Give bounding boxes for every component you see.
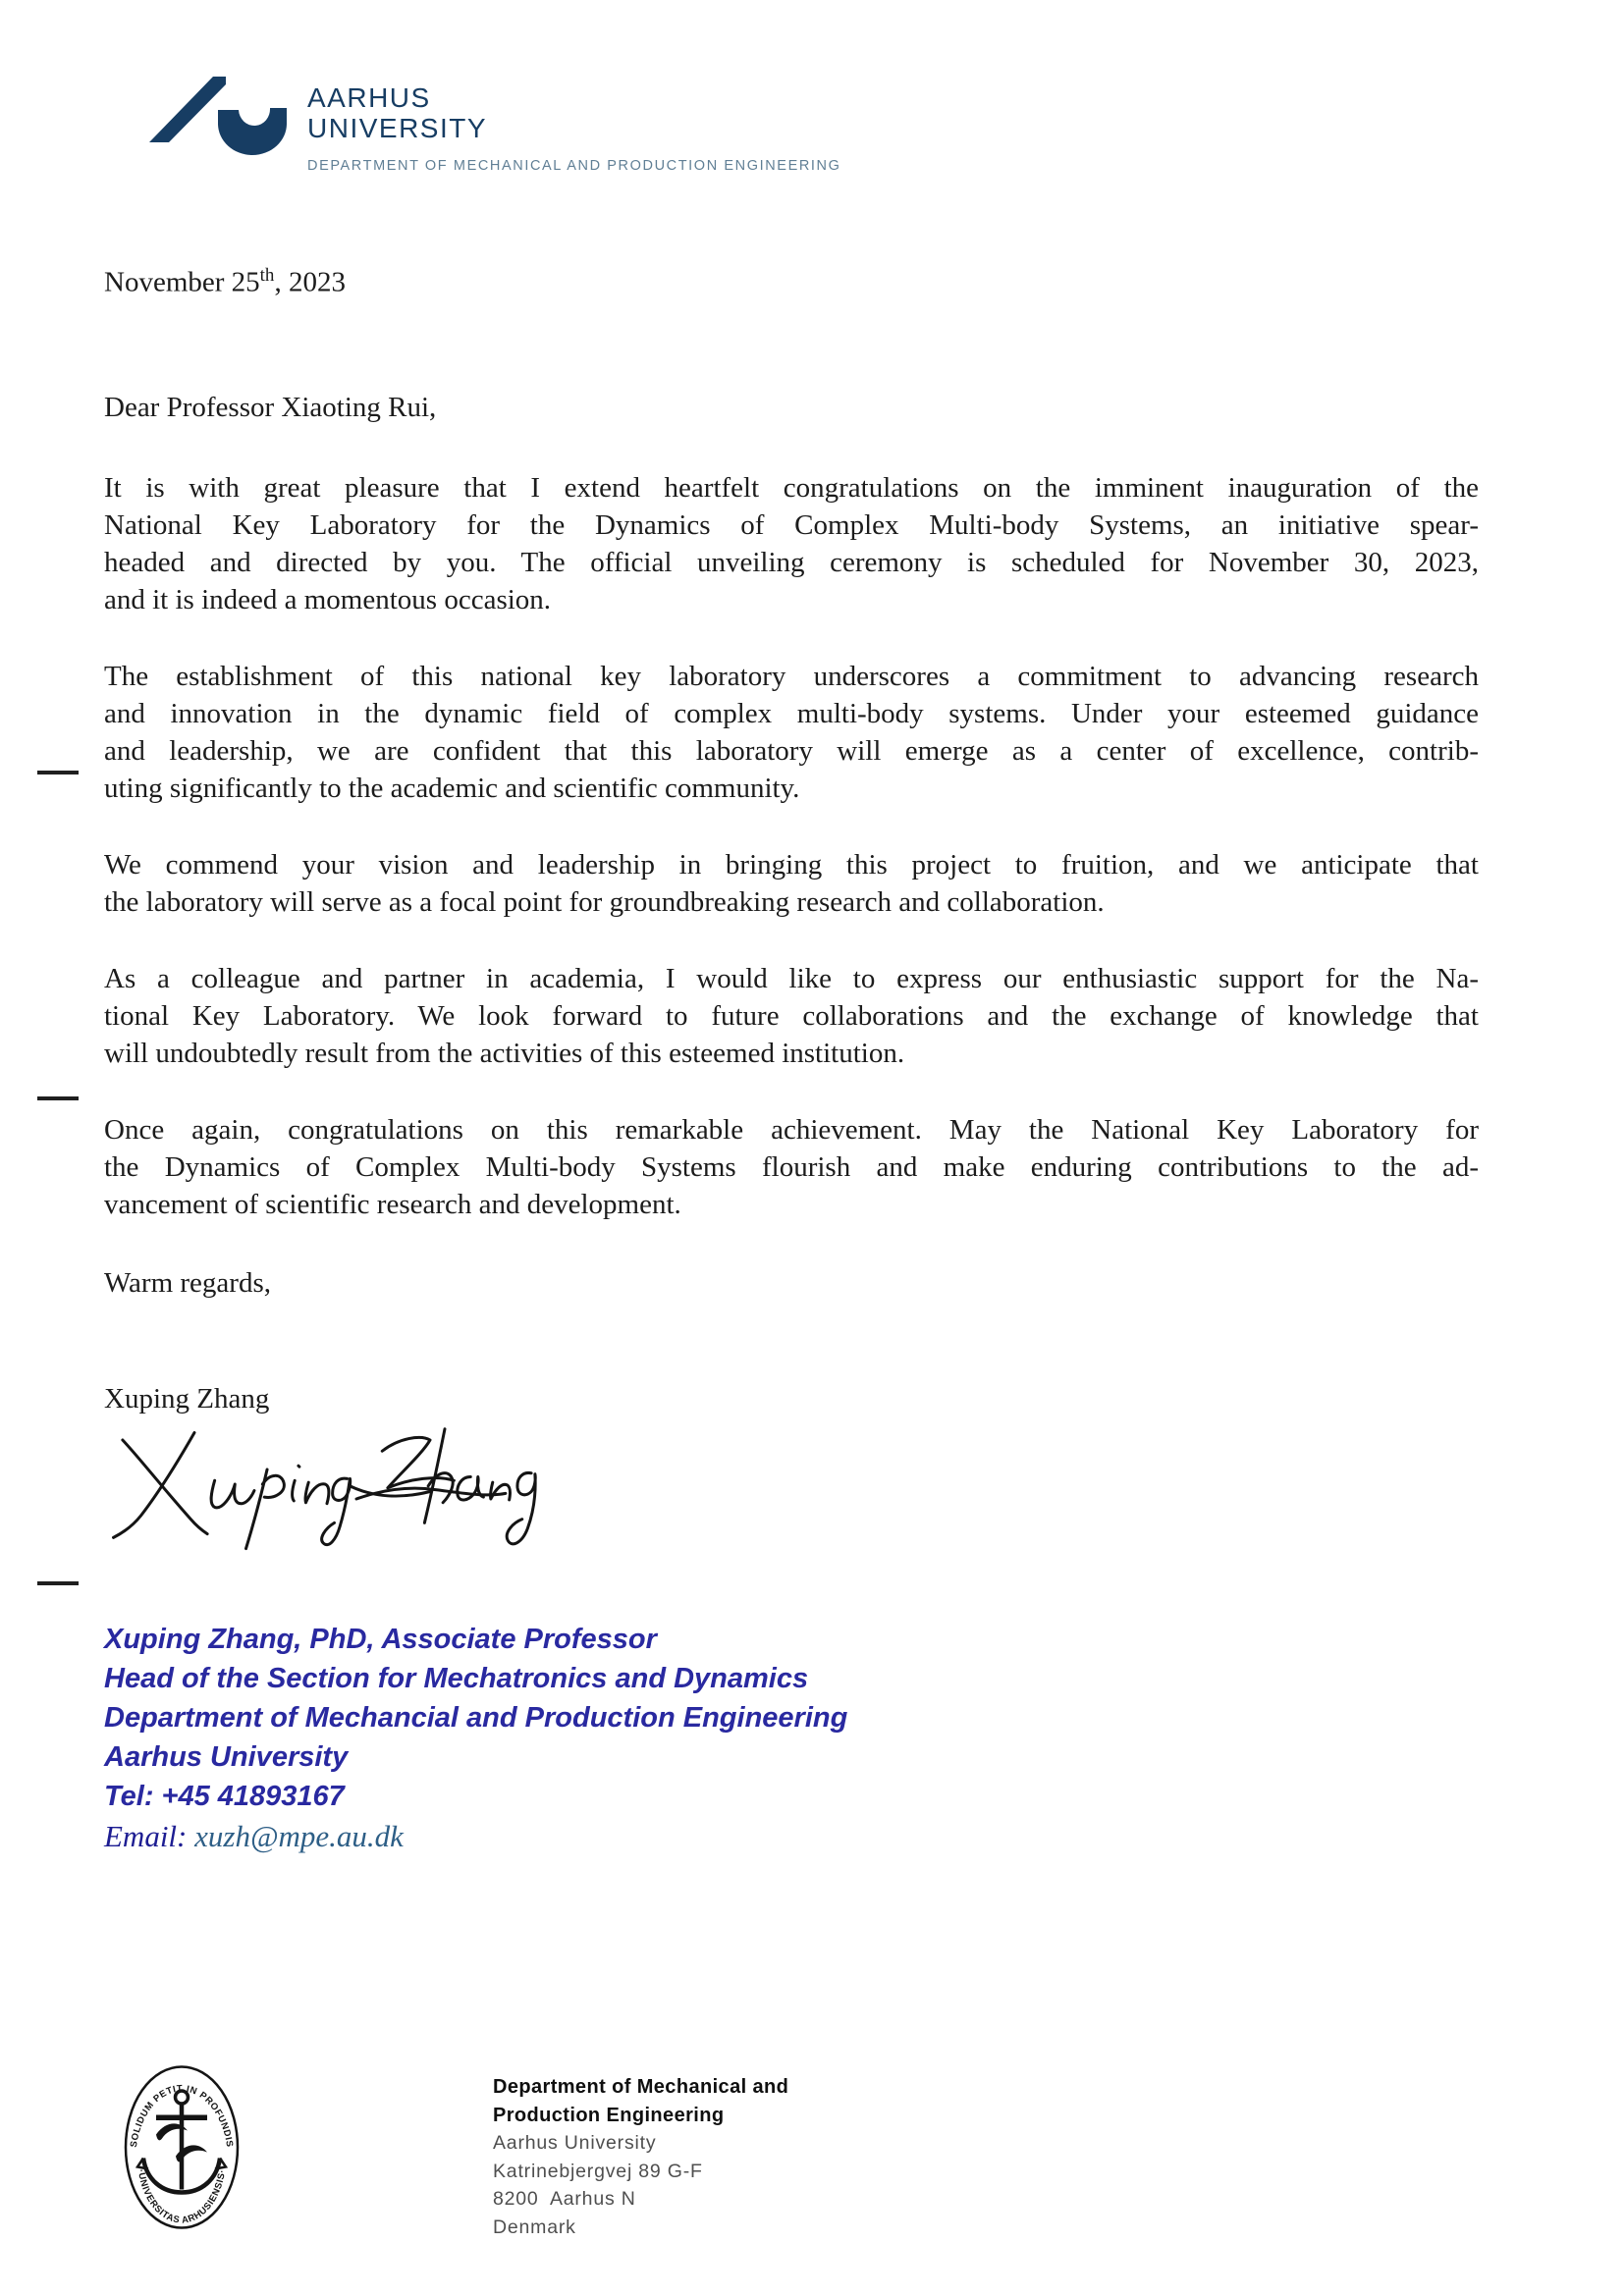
paragraph-line: Once again, congratulations on this remarkable achievement. May the National Key Laboratory for [104, 1114, 1479, 1146]
paragraph-line: The establishment of this national key laboratory underscores a commitment to advancing research [104, 661, 1479, 692]
aarhus-university-logo-icon [147, 75, 290, 157]
contact-line: Tel: +45 41893167 [104, 1781, 345, 1812]
letter-paragraphs [104, 469, 1479, 1262]
email-line [104, 1816, 1184, 1857]
paragraph-line: As a colleague and partner in academia, I would like to express our enthusiastic support for the Na- [104, 963, 1479, 994]
footer-address-block [493, 2073, 788, 2241]
university-name-line1: AARHUS [307, 82, 431, 113]
paragraph-line: We commend your vision and leadership in bringing this project to fruition, and we anticipate that [104, 849, 1479, 881]
fold-mark [37, 1581, 79, 1585]
fold-mark [37, 771, 79, 774]
university-name-line2: UNIVERSITY [307, 113, 488, 143]
closing-phrase: Warm regards, [104, 1267, 271, 1299]
paragraph-line: and innovation in the dynamic field of complex multi-body systems. Under your esteemed guidance [104, 698, 1479, 729]
paragraph [104, 1111, 1479, 1223]
footer-address-line: Aarhus University [493, 2132, 657, 2154]
paragraph-line: the laboratory will serve as a focal point for groundbreaking research and collaboration. [104, 886, 1105, 918]
email-address-link[interactable]: xuzh@mpe.au.dk [194, 1819, 404, 1853]
paragraph [104, 846, 1479, 921]
footer-address-line: Department of Mechanical and [493, 2076, 789, 2098]
seal-university-text: ·UNIVERSITAS ARHUSIENSIS· [135, 2168, 229, 2226]
department-name: DEPARTMENT OF MECHANICAL AND PRODUCTION ENGINEERING [307, 158, 841, 174]
paragraph-line: National Key Laboratory for the Dynamics of Complex Multi-body Systems, an initiative spear- [104, 509, 1479, 541]
contact-line: Department of Mechancial and Production Engineering [104, 1702, 848, 1734]
paragraph [104, 469, 1479, 618]
paragraph-line: It is with great pleasure that I extend heartfelt congratulations on the imminent inauguration of the [104, 472, 1479, 504]
contact-lines [104, 1620, 1184, 1816]
contact-line: Xuping Zhang, PhD, Associate Professor [104, 1624, 657, 1655]
paragraph-line: headed and directed by you. The official unveiling ceremony is scheduled for November 30, 2023, [104, 547, 1479, 578]
footer-address-line: Production Engineering [493, 2104, 725, 2126]
handwritten-signature-image [106, 1410, 548, 1559]
university-seal-icon [123, 2061, 241, 2233]
paragraph-line: the Dynamics of Complex Multi-body Systems flourish and make enduring contributions to the ad- [104, 1151, 1479, 1183]
footer-address-line: Katrinebjergvej 89 G-F [493, 2160, 703, 2182]
fold-mark [37, 1096, 79, 1100]
contact-line: Head of the Section for Mechatronics and Dynamics [104, 1663, 809, 1694]
paragraph-line: tional Key Laboratory. We look forward to future collaborations and the exchange of knowledge that [104, 1000, 1479, 1032]
paragraph [104, 960, 1479, 1072]
paragraph [104, 658, 1479, 807]
letter-date: November 25th, 2023 [104, 265, 346, 298]
date-ordinal-superscript: th [259, 265, 275, 286]
email-label: Email: [104, 1819, 188, 1853]
paragraph-line: uting significantly to the academic and scientific community. [104, 773, 800, 804]
paragraph-line: will undoubtedly result from the activities of this esteemed institution. [104, 1038, 905, 1069]
paragraph-line: and it is indeed a momentous occasion. [104, 584, 552, 615]
typed-signer-name: Xuping Zhang [104, 1383, 270, 1415]
university-name [307, 82, 487, 143]
contact-line: Aarhus University [104, 1741, 349, 1773]
footer-address-line: Denmark [493, 2216, 576, 2238]
salutation: Dear Professor Xiaoting Rui, [104, 392, 437, 423]
paragraph-line: and leadership, we are confident that this laboratory will emerge as a center of excellence, contrib- [104, 735, 1479, 767]
paragraph-line: vancement of scientific research and development. [104, 1189, 681, 1220]
seal-motto-text: SOLIDUM PETIT IN PROFUNDIS [128, 2083, 236, 2149]
footer-address-line: 8200 Aarhus N [493, 2188, 636, 2210]
signature-contact-block [104, 1620, 1184, 1857]
